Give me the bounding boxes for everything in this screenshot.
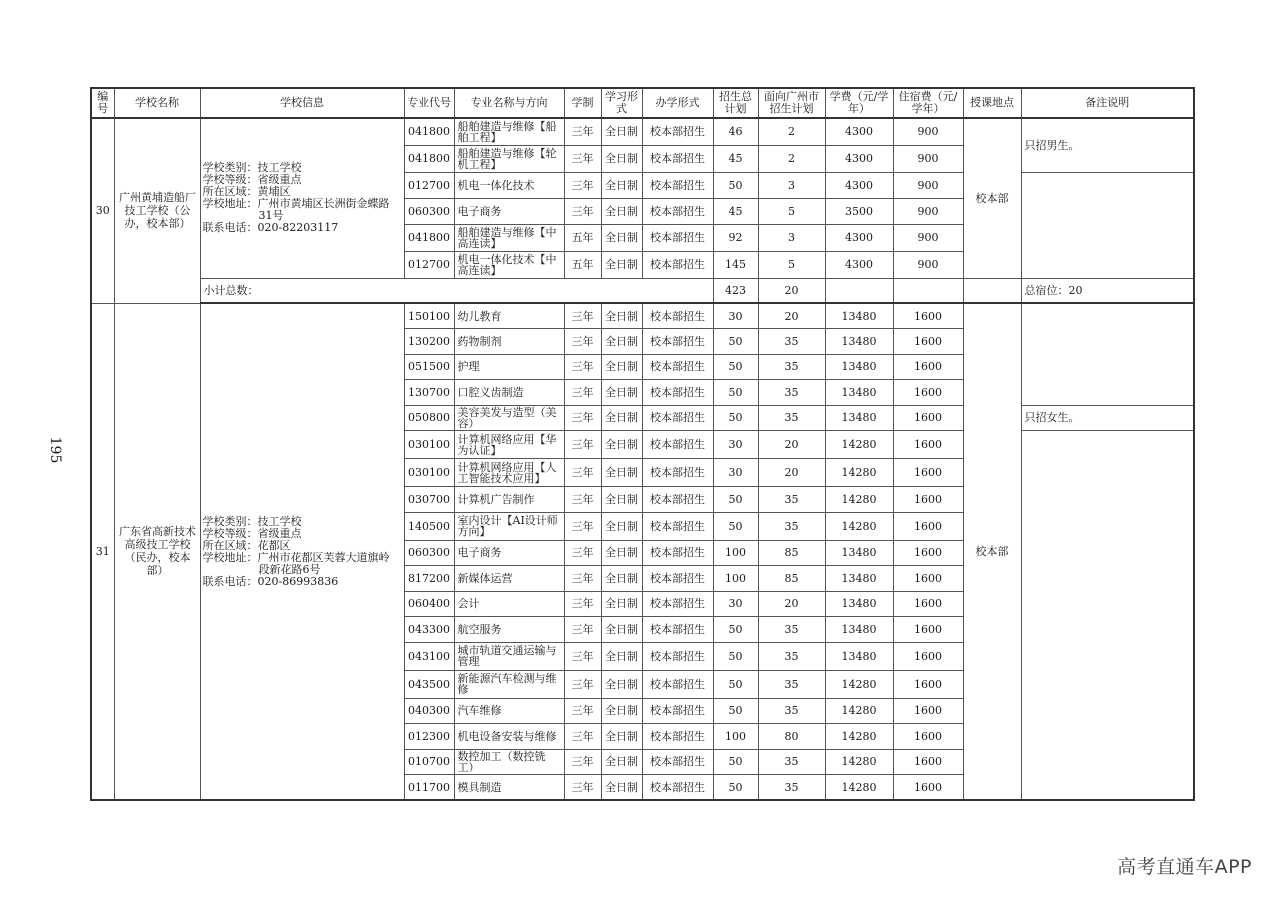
study-form: 全日制 <box>601 512 642 540</box>
school-form: 校本部招生 <box>642 698 713 724</box>
major-name: 船舶建造与维修【中高连读】 <box>454 224 564 251</box>
study-form: 全日制 <box>601 670 642 698</box>
study-form: 全日制 <box>601 591 642 617</box>
total-plan: 45 <box>713 198 758 224</box>
duration: 三年 <box>564 405 601 431</box>
remark-empty <box>1021 172 1194 278</box>
tuition: 14280 <box>825 459 893 487</box>
remark-empty <box>1021 431 1194 801</box>
watermark-text: 高考直通车APP <box>1117 856 1252 878</box>
tuition: 4300 <box>825 145 893 172</box>
gz-plan: 35 <box>758 698 825 724</box>
school-phone: 联系电话：020-86993836 <box>202 574 339 588</box>
tuition: 14280 <box>825 670 893 698</box>
major-name: 电子商务 <box>454 198 564 224</box>
major-code: 043300 <box>404 617 454 643</box>
school-form: 校本部招生 <box>642 670 713 698</box>
duration: 五年 <box>564 224 601 251</box>
duration: 三年 <box>564 329 601 355</box>
study-form: 全日制 <box>601 540 642 566</box>
major-code: 817200 <box>404 566 454 592</box>
tuition: 4300 <box>825 118 893 145</box>
tuition: 14280 <box>825 487 893 513</box>
major-code: 043500 <box>404 670 454 698</box>
study-form: 全日制 <box>601 724 642 750</box>
dorm-fee: 900 <box>893 251 963 278</box>
major-code: 041800 <box>404 224 454 251</box>
dorm-fee: 1600 <box>893 354 963 380</box>
duration: 三年 <box>564 566 601 592</box>
tuition: 13480 <box>825 354 893 380</box>
dorm-fee: 1600 <box>893 487 963 513</box>
duration: 三年 <box>564 431 601 459</box>
major-code: 140500 <box>404 512 454 540</box>
total-plan: 50 <box>713 172 758 198</box>
dorm-fee: 900 <box>893 118 963 145</box>
duration: 三年 <box>564 380 601 406</box>
school-form: 校本部招生 <box>642 380 713 406</box>
study-form: 全日制 <box>601 775 642 801</box>
major-code: 130700 <box>404 380 454 406</box>
study-form: 全日制 <box>601 303 642 329</box>
header-school-name: 学校名称 <box>114 88 200 118</box>
study-form: 全日制 <box>601 198 642 224</box>
dorm-fee: 1600 <box>893 698 963 724</box>
header-study-form: 学习形式 <box>601 88 642 118</box>
tuition: 13480 <box>825 303 893 329</box>
school-form: 校本部招生 <box>642 566 713 592</box>
subtotal-remark: 总宿位：20 <box>1021 278 1194 303</box>
school-no: 30 <box>91 118 114 303</box>
duration: 三年 <box>564 670 601 698</box>
tuition: 13480 <box>825 540 893 566</box>
total-plan: 46 <box>713 118 758 145</box>
total-plan: 50 <box>713 487 758 513</box>
major-name: 航空服务 <box>454 617 564 643</box>
header-no: 编号 <box>91 88 114 118</box>
duration: 三年 <box>564 172 601 198</box>
school-form: 校本部招生 <box>642 172 713 198</box>
header-total-plan: 招生总计划 <box>713 88 758 118</box>
study-form: 全日制 <box>601 380 642 406</box>
tuition: 13480 <box>825 380 893 406</box>
study-form: 全日制 <box>601 118 642 145</box>
school-form: 校本部招生 <box>642 303 713 329</box>
tuition: 4300 <box>825 172 893 198</box>
total-plan: 50 <box>713 749 758 775</box>
duration: 三年 <box>564 303 601 329</box>
total-plan: 50 <box>713 405 758 431</box>
study-form: 全日制 <box>601 172 642 198</box>
subtotal-tuition-empty <box>825 278 893 303</box>
total-plan: 100 <box>713 566 758 592</box>
dorm-fee: 1600 <box>893 749 963 775</box>
school-form: 校本部招生 <box>642 251 713 278</box>
tuition: 3500 <box>825 198 893 224</box>
study-form: 全日制 <box>601 431 642 459</box>
gz-plan: 20 <box>758 591 825 617</box>
header-duration: 学制 <box>564 88 601 118</box>
gz-plan: 20 <box>758 431 825 459</box>
major-name: 船舶建造与维修【轮机工程】 <box>454 145 564 172</box>
school-form: 校本部招生 <box>642 617 713 643</box>
tuition: 13480 <box>825 329 893 355</box>
total-plan: 30 <box>713 591 758 617</box>
school-form: 校本部招生 <box>642 512 713 540</box>
study-form: 全日制 <box>601 251 642 278</box>
study-form: 全日制 <box>601 487 642 513</box>
dorm-fee: 1600 <box>893 724 963 750</box>
school-form: 校本部招生 <box>642 724 713 750</box>
major-name: 美容美发与造型（美容） <box>454 405 564 431</box>
tuition: 4300 <box>825 224 893 251</box>
duration: 三年 <box>564 459 601 487</box>
study-form: 全日制 <box>601 459 642 487</box>
dorm-fee: 1600 <box>893 329 963 355</box>
tuition: 13480 <box>825 617 893 643</box>
gz-plan: 85 <box>758 540 825 566</box>
subtotal-row <box>91 278 1194 303</box>
major-name: 会计 <box>454 591 564 617</box>
major-code: 041800 <box>404 145 454 172</box>
study-form: 全日制 <box>601 224 642 251</box>
header-major-code: 专业代号 <box>404 88 454 118</box>
dorm-fee: 1600 <box>893 670 963 698</box>
header-major-name: 专业名称与方向 <box>454 88 564 118</box>
school-type: 学校类别：技工学校 <box>202 514 302 528</box>
gz-plan: 35 <box>758 670 825 698</box>
gz-plan: 85 <box>758 566 825 592</box>
dorm-fee: 1600 <box>893 431 963 459</box>
school-name: 广东省高新技术高级技工学校（民办，校本部） <box>114 303 200 800</box>
gz-plan: 35 <box>758 487 825 513</box>
school-address: 学校地址：广州市花都区芙蓉大道旗岭 <box>202 550 390 564</box>
study-form: 全日制 <box>601 749 642 775</box>
major-code: 040300 <box>404 698 454 724</box>
total-plan: 145 <box>713 251 758 278</box>
total-plan: 50 <box>713 354 758 380</box>
duration: 三年 <box>564 118 601 145</box>
tuition: 14280 <box>825 698 893 724</box>
total-plan: 50 <box>713 698 758 724</box>
tuition: 13480 <box>825 566 893 592</box>
gz-plan: 80 <box>758 724 825 750</box>
subtotal-dorm-empty <box>893 278 963 303</box>
major-code: 012700 <box>404 172 454 198</box>
tuition: 13480 <box>825 405 893 431</box>
major-name: 数控加工（数控铣工） <box>454 749 564 775</box>
gz-plan: 35 <box>758 354 825 380</box>
dorm-fee: 1600 <box>893 459 963 487</box>
dorm-fee: 1600 <box>893 566 963 592</box>
major-code: 030100 <box>404 459 454 487</box>
duration: 三年 <box>564 617 601 643</box>
school-name: 广州黄埔造船厂技工学校（公办，校本部） <box>114 118 200 303</box>
subtotal-label: 小计总数： <box>200 278 713 303</box>
major-code: 150100 <box>404 303 454 329</box>
dorm-fee: 1600 <box>893 380 963 406</box>
school-info <box>200 303 404 800</box>
total-plan: 50 <box>713 670 758 698</box>
school-form: 校本部招生 <box>642 145 713 172</box>
major-name: 机电设备安装与维修 <box>454 724 564 750</box>
gz-plan: 3 <box>758 224 825 251</box>
school-area: 所在区域：花都区 <box>202 538 291 552</box>
dorm-fee: 900 <box>893 224 963 251</box>
school-type: 学校类别：技工学校 <box>202 161 302 175</box>
gz-plan: 35 <box>758 642 825 670</box>
total-plan: 50 <box>713 617 758 643</box>
teaching-location: 校本部 <box>963 303 1021 800</box>
total-plan: 50 <box>713 512 758 540</box>
school-address-cont: 段新花路6号 <box>258 562 321 576</box>
major-code: 043100 <box>404 642 454 670</box>
school-area: 所在区域：黄埔区 <box>202 185 291 199</box>
total-plan: 30 <box>713 459 758 487</box>
tuition: 14280 <box>825 512 893 540</box>
table-row <box>91 118 1194 145</box>
gz-plan: 35 <box>758 405 825 431</box>
total-plan: 50 <box>713 642 758 670</box>
gz-plan: 35 <box>758 380 825 406</box>
total-plan: 30 <box>713 431 758 459</box>
major-name: 模具制造 <box>454 775 564 801</box>
total-plan: 100 <box>713 540 758 566</box>
major-name: 室内设计【AI设计师方向】 <box>454 512 564 540</box>
school-form: 校本部招生 <box>642 118 713 145</box>
major-code: 060300 <box>404 198 454 224</box>
gz-plan: 3 <box>758 172 825 198</box>
gz-plan: 35 <box>758 329 825 355</box>
school-form: 校本部招生 <box>642 540 713 566</box>
major-code: 010700 <box>404 749 454 775</box>
school-no: 31 <box>91 303 114 800</box>
major-code: 060300 <box>404 540 454 566</box>
major-code: 030100 <box>404 431 454 459</box>
dorm-fee: 1600 <box>893 405 963 431</box>
total-plan: 50 <box>713 775 758 801</box>
major-name: 船舶建造与维修【船舶工程】 <box>454 118 564 145</box>
total-plan: 50 <box>713 380 758 406</box>
header-dorm-fee: 住宿费（元/学年） <box>893 88 963 118</box>
total-plan: 30 <box>713 303 758 329</box>
major-code: 030700 <box>404 487 454 513</box>
school-form: 校本部招生 <box>642 224 713 251</box>
major-name: 计算机网络应用【华为认证】 <box>454 431 564 459</box>
major-name: 城市轨道交通运输与管理 <box>454 642 564 670</box>
study-form: 全日制 <box>601 617 642 643</box>
major-name: 汽车维修 <box>454 698 564 724</box>
tuition: 4300 <box>825 251 893 278</box>
school-form: 校本部招生 <box>642 591 713 617</box>
duration: 三年 <box>564 198 601 224</box>
duration: 五年 <box>564 251 601 278</box>
enrollment-table <box>90 87 1195 801</box>
tuition: 13480 <box>825 591 893 617</box>
dorm-fee: 900 <box>893 198 963 224</box>
duration: 三年 <box>564 540 601 566</box>
teaching-location: 校本部 <box>963 118 1021 278</box>
total-plan: 100 <box>713 724 758 750</box>
total-plan: 45 <box>713 145 758 172</box>
duration: 三年 <box>564 724 601 750</box>
header-location: 授课地点 <box>963 88 1021 118</box>
duration: 三年 <box>564 487 601 513</box>
subtotal-location-empty <box>963 278 1021 303</box>
school-level: 学校等级：省级重点 <box>202 173 302 187</box>
school-form: 校本部招生 <box>642 487 713 513</box>
dorm-fee: 900 <box>893 172 963 198</box>
major-name: 护理 <box>454 354 564 380</box>
dorm-fee: 1600 <box>893 617 963 643</box>
tuition: 14280 <box>825 431 893 459</box>
table-row <box>91 303 1194 329</box>
gz-plan: 2 <box>758 118 825 145</box>
remark: 只招女生。 <box>1021 405 1194 431</box>
school-form: 校本部招生 <box>642 329 713 355</box>
major-name: 药物制剂 <box>454 329 564 355</box>
major-name: 口腔义齿制造 <box>454 380 564 406</box>
gz-plan: 35 <box>758 512 825 540</box>
duration: 三年 <box>564 749 601 775</box>
gz-plan: 20 <box>758 459 825 487</box>
major-name: 电子商务 <box>454 540 564 566</box>
major-name: 计算机网络应用【人工智能技术应用】 <box>454 459 564 487</box>
major-name: 机电一体化技术【中高连读】 <box>454 251 564 278</box>
study-form: 全日制 <box>601 566 642 592</box>
school-form: 校本部招生 <box>642 749 713 775</box>
header-school-info: 学校信息 <box>200 88 404 118</box>
duration: 三年 <box>564 642 601 670</box>
school-phone: 联系电话：020-82203117 <box>202 221 339 235</box>
dorm-fee: 1600 <box>893 642 963 670</box>
study-form: 全日制 <box>601 354 642 380</box>
major-code: 051500 <box>404 354 454 380</box>
duration: 三年 <box>564 591 601 617</box>
school-form: 校本部招生 <box>642 198 713 224</box>
study-form: 全日制 <box>601 329 642 355</box>
dorm-fee: 1600 <box>893 303 963 329</box>
header-gz-plan: 面向广州市招生计划 <box>758 88 825 118</box>
total-plan: 50 <box>713 329 758 355</box>
header-remark: 备注说明 <box>1021 88 1194 118</box>
remark: 只招男生。 <box>1021 118 1194 172</box>
subtotal-gz: 20 <box>758 278 825 303</box>
dorm-fee: 1600 <box>893 512 963 540</box>
study-form: 全日制 <box>601 405 642 431</box>
school-level: 学校等级：省级重点 <box>202 526 302 540</box>
major-code: 041800 <box>404 118 454 145</box>
duration: 三年 <box>564 775 601 801</box>
major-code: 060400 <box>404 591 454 617</box>
school-30-group <box>91 118 1194 303</box>
school-form: 校本部招生 <box>642 775 713 801</box>
gz-plan: 20 <box>758 303 825 329</box>
school-info <box>200 118 404 278</box>
major-code: 012300 <box>404 724 454 750</box>
school-form: 校本部招生 <box>642 405 713 431</box>
study-form: 全日制 <box>601 642 642 670</box>
major-name: 机电一体化技术 <box>454 172 564 198</box>
header-school-form: 办学形式 <box>642 88 713 118</box>
school-31-group <box>91 303 1194 800</box>
header-row <box>91 88 1194 118</box>
page-number: 195 <box>47 436 63 464</box>
gz-plan: 5 <box>758 198 825 224</box>
school-address-cont: 31号 <box>258 209 284 223</box>
subtotal-total: 423 <box>713 278 758 303</box>
dorm-fee: 900 <box>893 145 963 172</box>
duration: 三年 <box>564 145 601 172</box>
major-code: 012700 <box>404 251 454 278</box>
school-form: 校本部招生 <box>642 354 713 380</box>
tuition: 13480 <box>825 642 893 670</box>
tuition: 14280 <box>825 749 893 775</box>
school-form: 校本部招生 <box>642 431 713 459</box>
gz-plan: 35 <box>758 775 825 801</box>
tuition: 14280 <box>825 775 893 801</box>
dorm-fee: 1600 <box>893 540 963 566</box>
gz-plan: 35 <box>758 617 825 643</box>
gz-plan: 35 <box>758 749 825 775</box>
major-name: 幼儿教育 <box>454 303 564 329</box>
major-code: 011700 <box>404 775 454 801</box>
school-form: 校本部招生 <box>642 459 713 487</box>
major-name: 计算机广告制作 <box>454 487 564 513</box>
duration: 三年 <box>564 698 601 724</box>
duration: 三年 <box>564 354 601 380</box>
major-code: 130200 <box>404 329 454 355</box>
study-form: 全日制 <box>601 145 642 172</box>
major-name: 新媒体运营 <box>454 566 564 592</box>
tuition: 14280 <box>825 724 893 750</box>
remark-empty <box>1021 303 1194 405</box>
header-tuition: 学费（元/学年） <box>825 88 893 118</box>
gz-plan: 2 <box>758 145 825 172</box>
school-address: 学校地址：广州市黄埔区长洲街金蝶路 <box>202 197 390 211</box>
total-plan: 92 <box>713 224 758 251</box>
school-form: 校本部招生 <box>642 642 713 670</box>
major-code: 050800 <box>404 405 454 431</box>
study-form: 全日制 <box>601 698 642 724</box>
dorm-fee: 1600 <box>893 591 963 617</box>
gz-plan: 5 <box>758 251 825 278</box>
duration: 三年 <box>564 512 601 540</box>
dorm-fee: 1600 <box>893 775 963 801</box>
major-name: 新能源汽车检测与维修 <box>454 670 564 698</box>
